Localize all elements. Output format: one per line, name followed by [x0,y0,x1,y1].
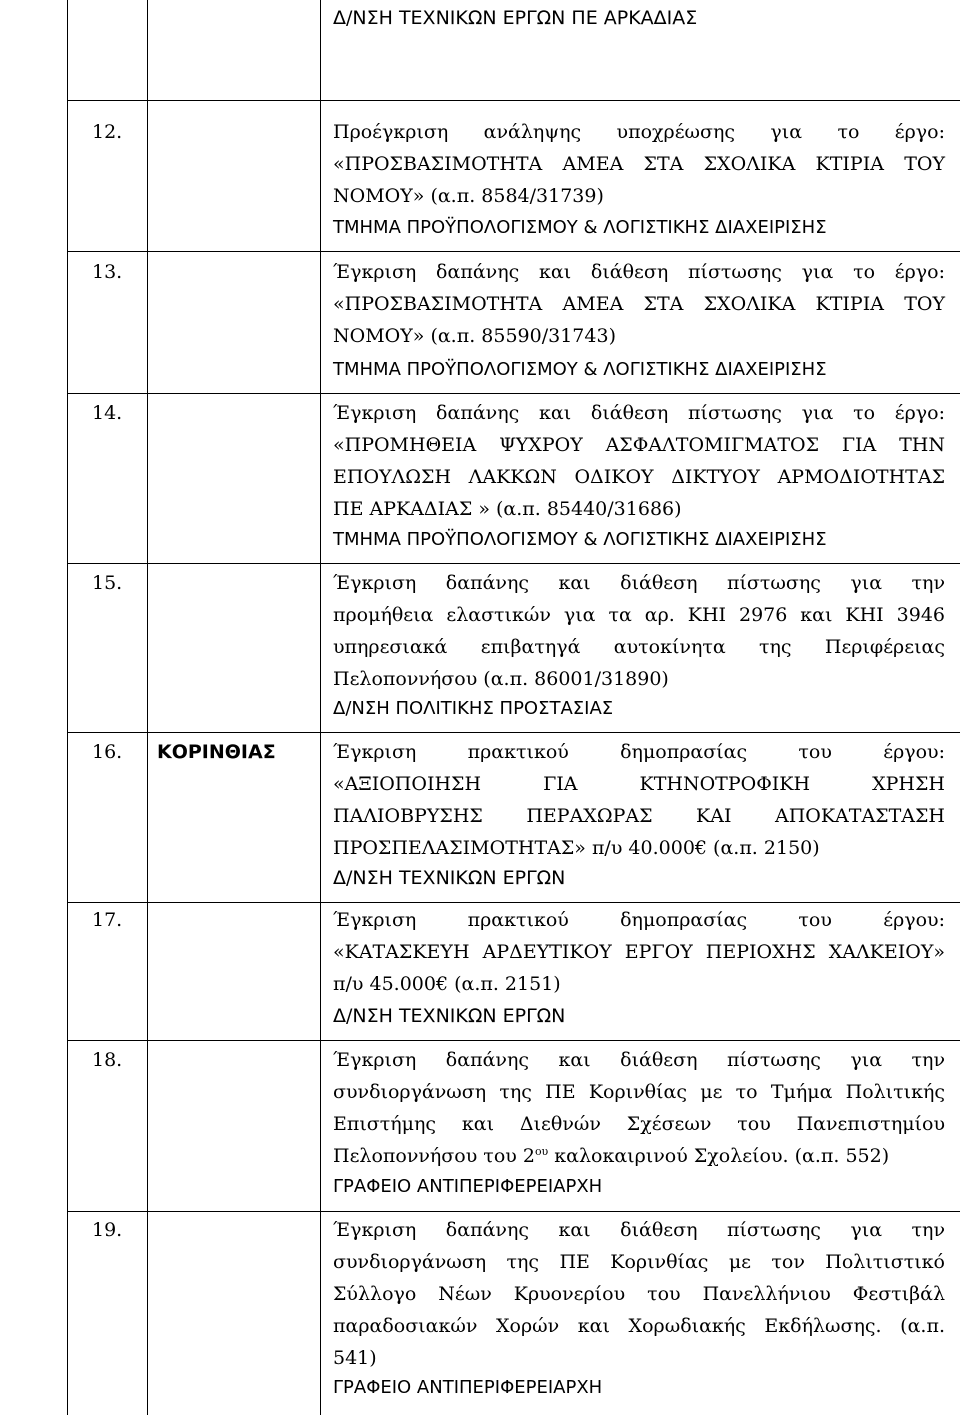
item-number-19: 19. [92,1219,123,1241]
item-number-16: 16. [92,741,123,763]
item-number-14: 14. [92,402,123,424]
item-dept-12: ΤΜΗΜΑ ΠΡΟΫΠΟΛΟΓΙΣΜΟΥ & ΛΟΓΙΣΤΙΚΗΣ ΔΙΑΧΕΙΡΙΣΗΣ [333,217,827,238]
item-number-12: 12. [92,121,123,143]
item-text-18-last-line: Πελοποννήσου του $2^{o\upsilon}$ καλοκαιρινού Σχολείου. (α.π. 552) [333,1145,890,1167]
item-dept-18: ΓΡΑΦΕΙΟ ΑΝΤΙΠΕΡΙΦΕΡΕΙΑΡΧΗ [333,1176,603,1197]
item-dept-16: Δ/ΝΣΗ ΤΕΧΝΙΚΩΝ ΕΡΓΩΝ [333,867,566,889]
item-dept-19: ΓΡΑΦΕΙΟ ΑΝΤΙΠΕΡΙΦΕΡΕΙΑΡΧΗ [333,1377,603,1398]
row-separator [67,1211,960,1212]
item-text-18: Έγκριση δαπάνης και διάθεση πίστωσης για την συνδιοργάνωση της ΠΕ Κορινθίας με το Τμήμα Πολιτικής Επιστήμης και Διεθνών Σχέσεων του Πανεπιστημίου Πελοποννήσου του $2^{o\upsilon}$ καλοκαιρινού Σχολείου. (α.π. 552) [333,1044,945,1172]
item-text-17: Έγκριση πρακτικού δημοπρασίας του έργου: «ΚΑΤΑΣΚΕΥΗ ΑΡΔΕΥΤΙΚΟΥ ΕΡΓΟΥ ΠΕΡΙΟΧΗΣ ΧΑΛΚΕΙΟΥ» π/υ 45.000€ (α.π. 2151) [333,909,945,995]
item-region-16: ΚΟΡΙΝΘΙΑΣ [157,741,276,763]
item-text-14: Έγκριση δαπάνης και διάθεση πίστωσης για το έργο: «ΠΡΟΜΗΘΕΙΑ ΨΥΧΡΟΥ ΑΣΦΑΛΤΟΜΙΓΜΑΤΟΣ ΓΙΑ ΤΗΝ ΕΠΟΥΛΩΣΗ ΛΑΚΚΩΝ ΟΔΙΚΟΥ ΔΙΚΤΥΟΥ ΑΡΜΟΔΙΟΤΗΤΑΣ ΠΕ ΑΡΚΑΔΙΑΣ » (α.π. 85440/31686) [333,402,945,520]
item-dept-15: Δ/ΝΣΗ ΠΟΛΙΤΙΚΗΣ ΠΡΟΣΤΑΣΙΑΣ [333,698,614,719]
row-separator [67,732,960,733]
item-text-12: Προέγκριση ανάληψης υποχρέωσης για το έργο: «ΠΡΟΣΒΑΣΙΜΟΤΗΤΑ ΑΜΕΑ ΣΤΑ ΣΧΟΛΙΚΑ ΚΤΙΡΙΑ ΤΟΥ ΝΟΜΟΥ» (α.π. 8584/31739) [333,121,945,207]
item-dept-13: ΤΜΗΜΑ ΠΡΟΫΠΟΛΟΓΙΣΜΟΥ & ΛΟΓΙΣΤΙΚΗΣ ΔΙΑΧΕΙΡΙΣΗΣ [333,359,827,380]
item-text-15: Έγκριση δαπάνης και διάθεση πίστωσης για την προμήθεια ελαστικών για τα αρ. ΚΗΙ 2976 και ΚΗΙ 3946 υπηρεσιακά επιβατηγά αυτοκίνητα της Περιφέρειας Πελοποννήσου (α.π. 86001/31890) [333,572,945,690]
item-dept-17: Δ/ΝΣΗ ΤΕΧΝΙΚΩΝ ΕΡΓΩΝ [333,1005,566,1027]
table-left-border [67,0,68,1415]
item-number-17: 17. [92,909,123,931]
row-separator [67,100,960,101]
item-number-18: 18. [92,1049,123,1071]
row-separator [67,1040,960,1041]
column-divider-number [147,0,148,1415]
row-separator [67,251,960,252]
column-divider-region [320,0,321,1415]
item-text-19: Έγκριση δαπάνης και διάθεση πίστωσης για την συνδιοργάνωση της ΠΕ Κορινθίας με τον Πολιτιστικό Σύλλογο Νέων Κρυονερίου του Πανελλήνιου Φεστιβάλ παραδοσιακών Χορών και Χορωδιακής Εκδήλωσης. (α.π. 541) [333,1219,945,1369]
item-text-13: Έγκριση δαπάνης και διάθεση πίστωσης για το έργο: «ΠΡΟΣΒΑΣΙΜΟΤΗΤΑ ΑΜΕΑ ΣΤΑ ΣΧΟΛΙΚΑ ΚΤΙΡΙΑ ΤΟΥ ΝΟΜΟΥ» (α.π. 85590/31743) [333,261,945,347]
item-number-15: 15. [92,572,123,594]
item-text-16: Έγκριση πρακτικού δημοπρασίας του έργου: «ΑΞΙΟΠΟΙΗΣΗ ΓΙΑ ΚΤΗΝΟΤΡΟΦΙΚΗ ΧΡΗΣΗ ΠΑΛΙΟΒΡΥΣΗΣ ΠΕΡΑΧΩΡΑΣ ΚΑΙ ΑΠΟΚΑΤΑΣΤΑΣΗ ΠΡΟΣΠΕΛΑΣΙΜΟΤΗΤΑΣ» π/υ 40.000€ (α.π. 2150) [333,741,945,859]
row-separator [67,563,960,564]
header-dept: Δ/ΝΣΗ ΤΕΧΝΙΚΩΝ ΕΡΓΩΝ ΠΕ ΑΡΚΑΔΙΑΣ [333,7,698,29]
item-dept-14: ΤΜΗΜΑ ΠΡΟΫΠΟΛΟΓΙΣΜΟΥ & ΛΟΓΙΣΤΙΚΗΣ ΔΙΑΧΕΙΡΙΣΗΣ [333,529,827,550]
row-separator [67,393,960,394]
row-separator [67,902,960,903]
item-number-13: 13. [92,261,123,283]
